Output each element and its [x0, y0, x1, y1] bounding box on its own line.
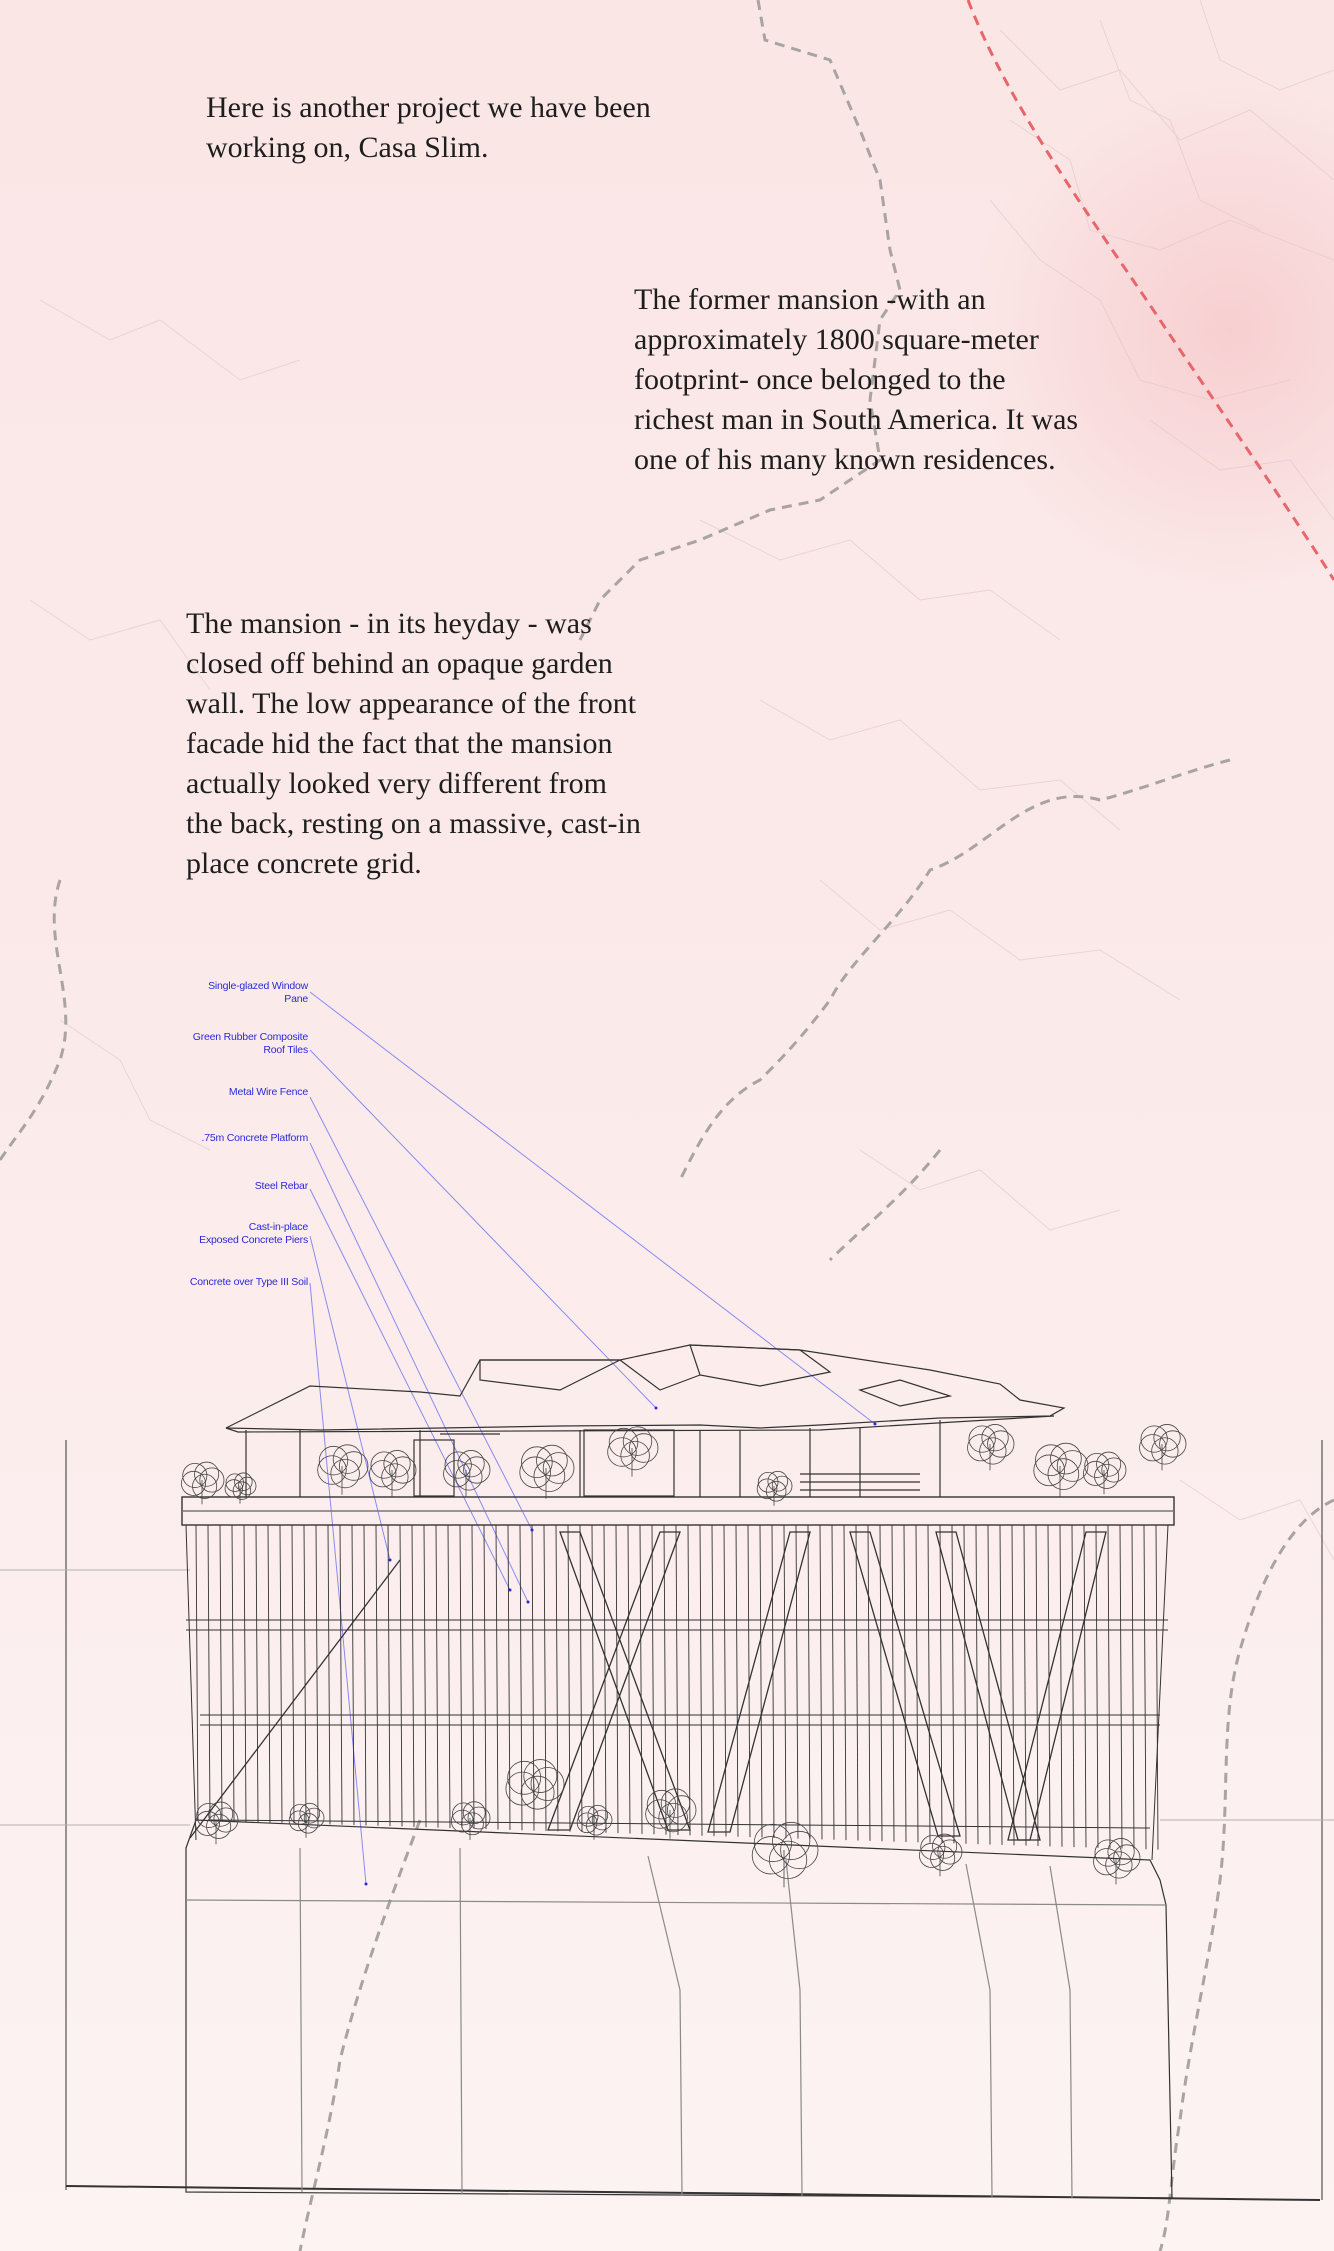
diagonal-braces	[190, 1532, 1106, 1840]
tree	[451, 1802, 490, 1840]
pier-line	[628, 1525, 630, 1834]
tree	[225, 1473, 256, 1504]
pier-line	[568, 1525, 570, 1832]
pier-line	[556, 1525, 558, 1831]
pier-line	[1132, 1525, 1134, 1849]
pier-lines	[196, 1525, 1158, 1850]
pier-line	[940, 1525, 942, 1843]
pier-line	[1084, 1525, 1086, 1847]
label-concrete-platform: .75m Concrete Platform	[201, 1132, 308, 1144]
tree	[1034, 1443, 1088, 1497]
pier-line	[1156, 1525, 1158, 1850]
pier-line	[220, 1525, 222, 1821]
pier-line	[988, 1525, 990, 1845]
label-window-pane: Single-glazed Window Pane	[208, 980, 308, 1005]
pier-line	[256, 1525, 258, 1822]
pier-line	[868, 1525, 870, 1841]
tree	[919, 1834, 962, 1876]
upper-house	[226, 1345, 1064, 1497]
label-roof-tiles: Green Rubber Composite Roof Tiles	[192, 1031, 308, 1056]
pier-line	[1108, 1525, 1110, 1848]
pier-line	[244, 1525, 246, 1822]
label-concrete-piers: Cast-in-place Exposed Concrete Piers	[199, 1221, 308, 1246]
pier-line	[292, 1525, 294, 1823]
pier-line	[484, 1525, 486, 1829]
pier-line	[448, 1525, 450, 1828]
pier-line	[1144, 1525, 1146, 1849]
pier-line	[820, 1525, 822, 1839]
label-wire-fence: Metal Wire Fence	[228, 1086, 308, 1098]
concrete-base	[186, 1820, 1172, 2198]
pier-line	[904, 1525, 906, 1842]
pier-line	[340, 1525, 342, 1825]
pier-line	[592, 1525, 594, 1832]
tree	[1094, 1838, 1140, 1884]
pier-line	[784, 1525, 786, 1838]
pier-line	[388, 1525, 390, 1826]
pier-line	[952, 1525, 954, 1843]
pier-line	[856, 1525, 858, 1840]
pier-line	[700, 1525, 702, 1836]
tree	[608, 1427, 658, 1477]
pier-line	[1012, 1525, 1014, 1845]
pier-line	[232, 1525, 234, 1821]
pier-line	[436, 1525, 438, 1828]
pier-line	[580, 1525, 582, 1832]
tree	[1140, 1424, 1186, 1470]
pier-line	[760, 1525, 762, 1838]
intro-paragraph: Here is another project we have been working on, Casa Slim.	[206, 91, 651, 164]
tree	[370, 1450, 416, 1496]
pier-line	[724, 1525, 726, 1836]
pier-line	[964, 1525, 966, 1844]
pier-line	[328, 1525, 330, 1824]
pier-line	[520, 1525, 522, 1830]
pier-line	[1036, 1525, 1038, 1846]
label-soil: Concrete over Type III Soil	[189, 1276, 308, 1288]
pier-line	[808, 1525, 810, 1839]
pier-line	[268, 1525, 270, 1823]
leader-lines	[310, 992, 875, 1884]
pier-line	[1000, 1525, 1002, 1845]
tree	[1083, 1452, 1126, 1494]
pier-line	[376, 1525, 378, 1826]
pier-line	[1024, 1525, 1026, 1846]
pier-line	[736, 1525, 738, 1837]
pier-line	[832, 1525, 834, 1840]
pier-line	[400, 1525, 402, 1827]
pier-line	[472, 1525, 474, 1829]
pier-line	[844, 1525, 846, 1840]
tree	[520, 1445, 574, 1499]
pier-line	[424, 1525, 426, 1827]
tree	[968, 1424, 1014, 1470]
pier-line	[928, 1525, 930, 1843]
tree	[757, 1471, 792, 1505]
pier-line	[916, 1525, 918, 1842]
pier-line	[796, 1525, 798, 1839]
annotation-dots	[365, 1407, 877, 1886]
label-steel-rebar: Steel Rebar	[254, 1180, 308, 1192]
pier-line	[316, 1525, 318, 1824]
pier-line	[640, 1525, 642, 1834]
pier-line	[196, 1525, 198, 1820]
pier-line	[352, 1525, 354, 1825]
pier-line	[772, 1525, 774, 1838]
tree	[646, 1789, 696, 1839]
pier-line	[1060, 1525, 1062, 1847]
pier-line	[304, 1525, 306, 1824]
pier-line	[1072, 1525, 1074, 1847]
pier-line	[364, 1525, 366, 1825]
pier-line	[544, 1525, 546, 1831]
pier-line	[688, 1525, 690, 1835]
tree	[318, 1445, 368, 1495]
pier-line	[412, 1525, 414, 1827]
pier-line	[616, 1525, 618, 1833]
pier-line	[280, 1525, 282, 1823]
tree	[506, 1760, 564, 1817]
pier-line	[1048, 1525, 1050, 1846]
footprint-paragraph: The former mansion -with an approximately 1800 square-meter footprint- once belonged to the richest man in South America. It was one of his many known residences.	[634, 283, 1079, 476]
pier-line	[1120, 1525, 1122, 1849]
pier-line	[460, 1525, 462, 1828]
pier-line	[496, 1525, 498, 1829]
pier-line	[208, 1525, 210, 1821]
tree	[181, 1462, 224, 1504]
heyday-paragraph: The mansion - in its heyday - was closed off behind an opaque garden wall. The low appearance of the front facade hid the fact that the mansion actually looked very different from the back, resting on a massive, cast-in place concrete grid.	[186, 607, 641, 880]
pier-line	[712, 1525, 714, 1836]
